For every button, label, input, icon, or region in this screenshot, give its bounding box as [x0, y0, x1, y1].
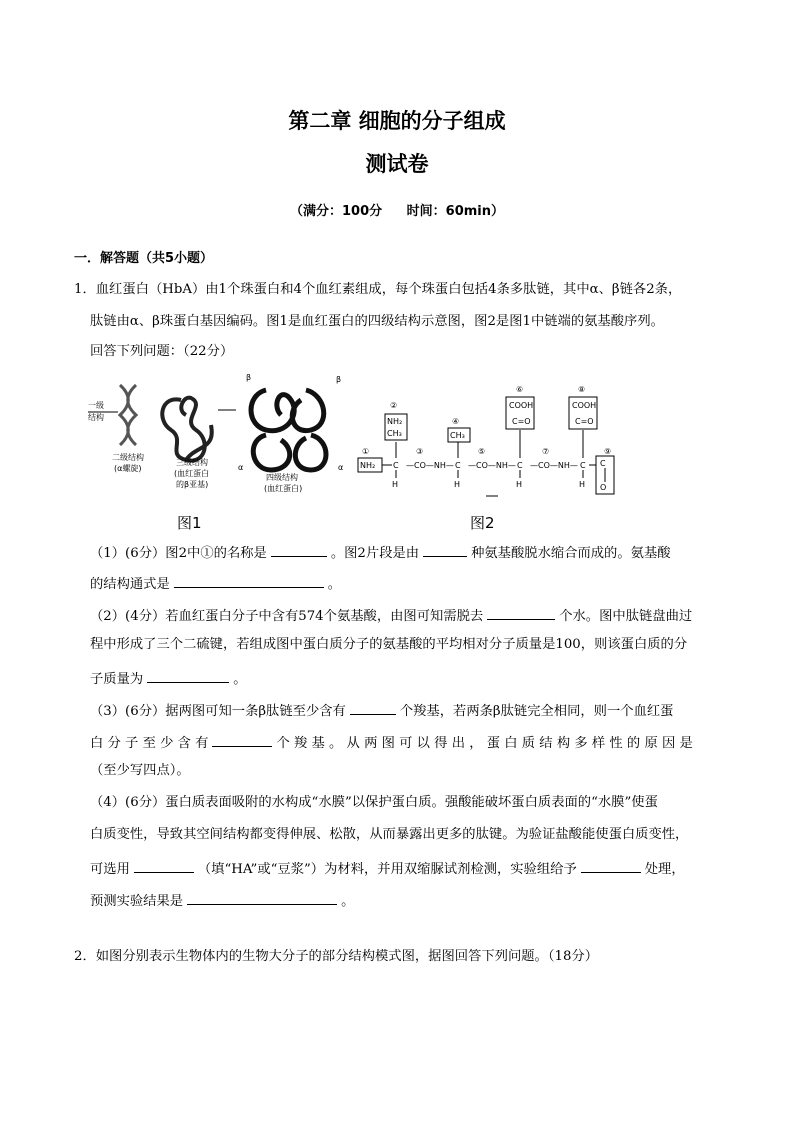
exam-meta — [0, 200, 794, 219]
fig2-c1: C — [393, 461, 399, 470]
fig1-alpha-left: α — [238, 463, 244, 472]
fig2-num-3: ③ — [416, 447, 424, 456]
fig2-num-8: ⑧ — [578, 385, 586, 394]
fig1-tertiary-label: 三级结构 — [176, 458, 208, 467]
q1-sub2-line1 — [90, 606, 692, 623]
fig1-quaternary-label2: (血红蛋白) — [264, 484, 303, 493]
q1-sub1-text-c: 种氨基酸脱水缩合而成的。氨基酸 — [471, 546, 671, 561]
q1-sub3-text-b: 个羧基，若两条β肽链完全相同，则一个血红蛋 — [399, 704, 674, 719]
page-title: 第二章 细胞的分子组成 — [288, 109, 506, 133]
q1-sub2-line2: 程中形成了三个二硫键，若组成图中蛋白质分子的氨基酸的平均相对分子质量是100，则该蛋白质的分 — [90, 637, 688, 652]
fig2-num-1: ① — [362, 447, 370, 456]
q1-sub3-line2 — [90, 733, 693, 750]
fig2-num-4: ④ — [452, 417, 460, 426]
time-limit: 时间：60min） — [406, 204, 505, 219]
q1-sub4-text-e: 处理， — [644, 862, 685, 877]
fig2-num-7: ⑦ — [542, 447, 550, 456]
tertiary-structure-shape — [162, 398, 212, 461]
fig1-quaternary-label: 四级结构 — [266, 473, 298, 482]
q1-sub4-blank-3[interactable] — [187, 891, 337, 905]
fig2-h1: H — [392, 480, 399, 489]
fig1-secondary-label: 二级结构 — [112, 453, 144, 462]
fig2-num-9: ⑨ — [604, 447, 612, 456]
q1-sub1-text-b: 。图2片段是由 — [330, 546, 420, 561]
fig1-alpha-right: α — [338, 463, 344, 472]
q1-sub3-line1 — [90, 701, 673, 718]
fig2-nh2: NH₂ — [360, 461, 376, 470]
fig2-num-5: ⑤ — [478, 447, 486, 456]
q1-sub2-blank-2[interactable] — [147, 669, 229, 683]
q1-sub1-line1 — [90, 543, 671, 560]
fig2-cooh-8: COOH — [572, 401, 597, 410]
q1-sub4-line3 — [90, 859, 685, 876]
fig2-h2: H — [454, 480, 461, 489]
q1-sub1-blank-1[interactable] — [271, 543, 327, 557]
figure-protein-structure — [86, 370, 626, 530]
q1-sub4-line2: 白质变性，导致其空间结构都变得伸展、松散，从而暴露出更多的肽键。为验证盐酸能使蛋白质变性， — [90, 827, 689, 842]
q1-sub3-line3: （至少写四点）。 — [90, 763, 190, 778]
fig1-tertiary-label2: (血红蛋白 — [174, 469, 210, 478]
fig2-ch3-4: CH₃ — [450, 431, 465, 440]
fig2-c3: C — [517, 461, 523, 470]
q1-sub4-line1: （4）(6分）蛋白质表面吸附的水构成“水膜”以保护蛋白质。强酸能破坏蛋白质表面的“水膜”使蛋 — [90, 795, 658, 810]
fig2-bond-2: —CO—NH— — [468, 461, 516, 470]
q1-sub1-line2 — [90, 574, 341, 591]
fig1-secondary-label2: (α螺旋) — [114, 464, 142, 473]
q1-sub4-text-d: （填“HA”或“豆浆”）为材料，并用双缩脲试剂检测，实验组给予 — [197, 862, 577, 877]
q1-sub4-text-f: 预测实验结果是 — [90, 894, 184, 909]
alpha-helix-shape — [120, 385, 136, 445]
fig2-nh2-side: NH₂ — [387, 417, 403, 426]
fig2-co-8: C=O — [575, 417, 594, 426]
q1-sub2-text-d: 子质量为 — [90, 672, 144, 687]
q1-sub2-text-b: 个水。图中肽链盘曲过 — [559, 609, 693, 624]
q1-sub2-line3 — [90, 669, 246, 686]
q1-stem-line2: 肽链由α、β珠蛋白基因编码。图1是血红蛋白的四级结构示意图，图2是图1中链端的氨基酸序列。 — [90, 314, 664, 329]
q1-sub3-text-d: 个 羧 基 。 从 两 图 可 以 得 出 ， 蛋 白 质 结 构 多 样 性 的 原 因 是 — [276, 736, 693, 751]
q1-sub4-text-g: 。 — [341, 894, 355, 909]
q1-sub1-text-d: 的结构通式是 — [90, 577, 170, 592]
q1-sub2-blank-1[interactable] — [487, 606, 555, 620]
q1-sub3-text-a: （3）(6分）据两图可知一条β肽链至少含有 — [90, 704, 346, 719]
figure-1-caption: 图1 — [177, 514, 202, 532]
q1-sub3-blank-1[interactable] — [350, 701, 396, 715]
fig2-num-2: ② — [390, 401, 398, 410]
fig2-num-6: ⑥ — [516, 385, 524, 394]
quaternary-structure-shape — [251, 390, 326, 470]
fig2-bond-1: —CO—NH— — [406, 461, 454, 470]
q1-sub2-text-e: 。 — [233, 672, 247, 687]
q1-sub1-blank-2[interactable] — [423, 543, 467, 557]
q1-sub4-blank-1[interactable] — [134, 859, 194, 873]
figure-1 — [88, 373, 343, 493]
fig1-beta-left: β — [246, 373, 252, 382]
page-subtitle: 测试卷 — [365, 152, 429, 176]
fig2-c4: C — [580, 461, 586, 470]
fig1-primary-label2: 结构 — [88, 413, 104, 422]
q1-sub3-blank-2[interactable] — [212, 733, 272, 747]
q1-sub1-blank-3[interactable] — [174, 574, 324, 588]
q2-stem: 2．如图分别表示生物体内的生物大分子的部分结构模式图，据图回答下列问题。（18分） — [74, 949, 599, 964]
q1-sub1-text-e: 。 — [327, 577, 342, 592]
fig2-c2: C — [455, 461, 461, 470]
fig2-ch3-side: CH₃ — [387, 429, 402, 438]
figure-2-caption: 图2 — [470, 514, 495, 532]
fig1-primary-label: 一级 — [88, 401, 104, 410]
fig2-bond-3: —CO—NH— — [530, 461, 578, 470]
q1-stem-line3: 回答下列问题：（22分） — [90, 344, 234, 359]
fig2-h3: H — [516, 480, 523, 489]
fig1-beta-right: β — [336, 375, 342, 384]
q1-stem-line1: 1．血红蛋白（HbA）由1个珠蛋白和4个血红素组成，每个珠蛋白包括4条多肽链，其中α、β链各2条， — [74, 282, 682, 297]
q1-sub2-text-a: （2）(4分）若血红蛋白分子中含有574个氨基酸，由图可知需脱去 — [90, 609, 484, 624]
q1-sub4-text-c: 可选用 — [90, 862, 130, 877]
q1-sub3-text-c: 白 分 子 至 少 含 有 — [90, 736, 209, 751]
fig2-h4: H — [579, 480, 586, 489]
figure-2 — [358, 385, 614, 496]
q1-sub4-blank-2[interactable] — [581, 859, 641, 873]
fig2-co-6: C=O — [512, 417, 531, 426]
q1-sub1-text-a: （1）(6分）图2中①的名称是 — [90, 546, 267, 561]
q1-sub4-line4 — [90, 891, 354, 908]
fig2-c-9: C — [600, 459, 606, 468]
fig2-o-9: O — [600, 483, 607, 492]
fig2-cooh-6: COOH — [509, 401, 534, 410]
section-heading: 一．解答题（共5小题） — [74, 251, 214, 266]
full-score: （满分：100分 — [289, 204, 383, 219]
fig1-tertiary-label3: 的β亚基) — [176, 480, 209, 489]
